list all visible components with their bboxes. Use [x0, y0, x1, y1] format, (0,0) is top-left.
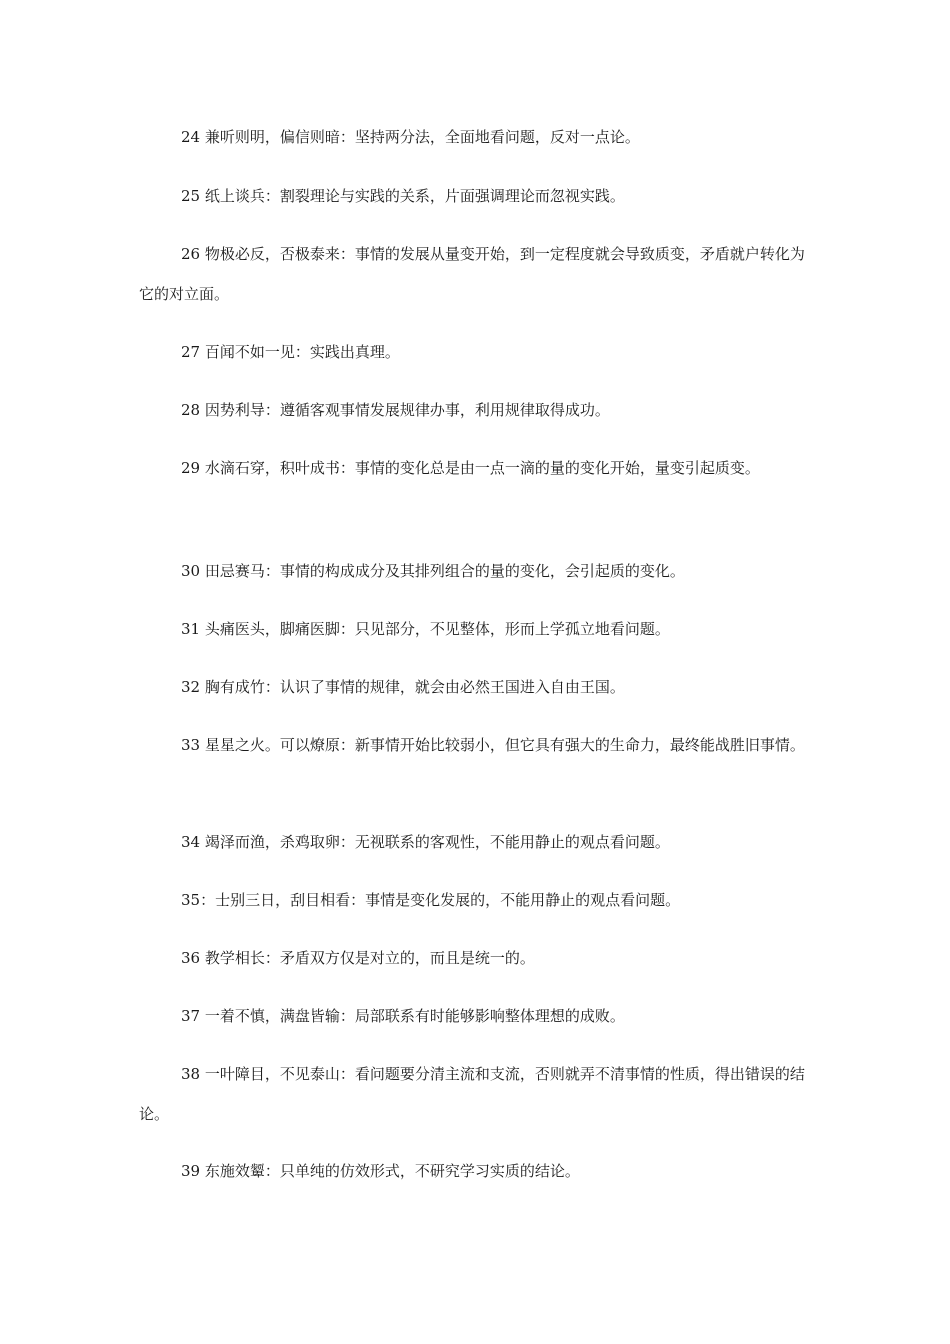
list-item: 35：士别三日，刮目相看：事情是变化发展的，不能用静止的观点看问题。	[181, 891, 681, 909]
list-item: 34 竭泽而渔，杀鸡取卵：无视联系的客观性，不能用静止的观点看问题。	[181, 833, 670, 851]
list-item: 31 头痛医头，脚痛医脚：只见部分，不见整体，形而上学孤立地看问题。	[181, 620, 670, 638]
list-item: 24 兼听则明，偏信则暗：坚持两分法，全面地看问题，反对一点论。	[181, 128, 640, 146]
list-item: 30 田忌赛马：事情的构成成分及其排列组合的量的变化，会引起质的变化。	[181, 562, 685, 580]
list-item: 29 水滴石穿，积叶成书：事情的变化总是由一点一滴的量的变化开始，量变引起质变。	[181, 459, 760, 477]
list-item: 37 一着不慎，满盘皆输：局部联系有时能够影响整体理想的成败。	[181, 1007, 625, 1025]
list-item: 36 教学相长：矛盾双方仅是对立的，而且是统一的。	[181, 949, 535, 967]
list-item: 25 纸上谈兵：割裂理论与实践的关系，片面强调理论而忽视实践。	[181, 187, 625, 205]
list-item: 33 星星之火。可以燎原：新事情开始比较弱小，但它具有强大的生命力，最终能战胜旧事情。	[181, 736, 805, 754]
list-item: 38 一叶障目，不见泰山：看问题要分清主流和支流，否则就弄不清事情的性质，得出错误的结论。	[139, 1065, 805, 1123]
list-item: 28 因势利导：遵循客观事情发展规律办事，利用规律取得成功。	[181, 401, 610, 419]
list-item: 32 胸有成竹：认识了事情的规律，就会由必然王国进入自由王国。	[181, 678, 625, 696]
list-item: 27 百闻不如一见：实践出真理。	[181, 343, 400, 361]
list-item: 26 物极必反，否极泰来：事情的发展从量变开始，到一定程度就会导致质变，矛盾就户转化为它的对立面。	[139, 245, 805, 303]
list-item: 39 东施效颦：只单纯的仿效形式，不研究学习实质的结论。	[181, 1162, 580, 1180]
